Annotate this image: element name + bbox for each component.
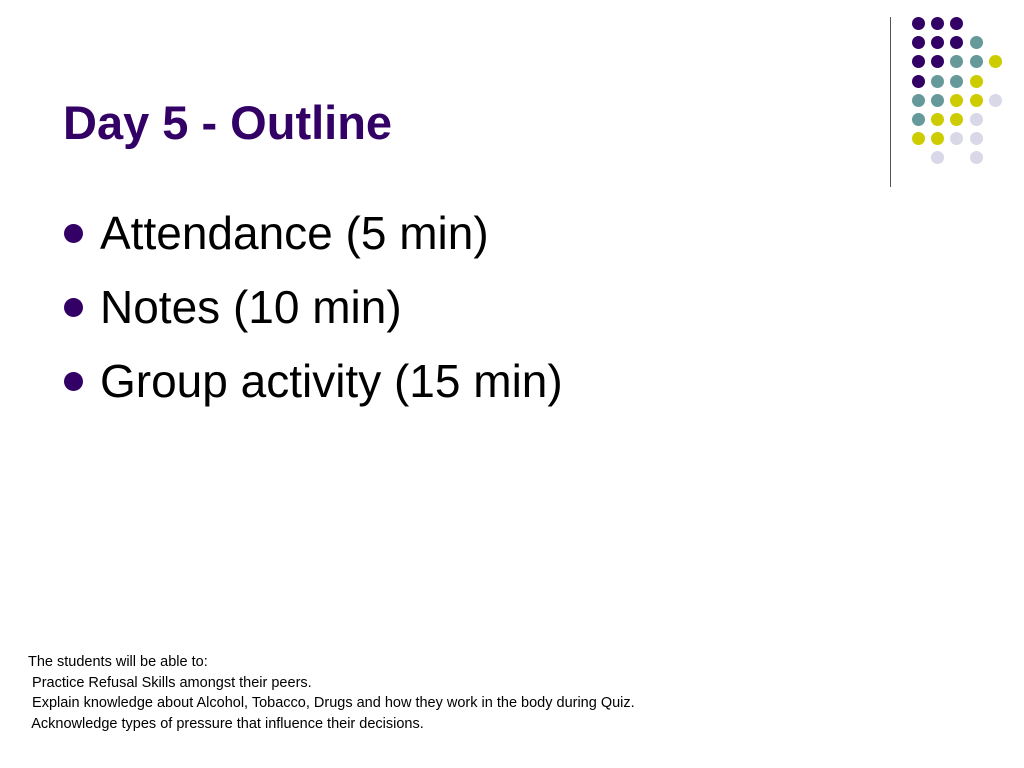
decorative-dot: [950, 55, 963, 68]
bullet-text: Notes (10 min): [100, 281, 402, 333]
decorative-dot: [912, 132, 925, 145]
decorative-dot: [970, 94, 983, 107]
decorative-dot: [970, 132, 983, 145]
decorative-dot: [912, 55, 925, 68]
bullet-item: [64, 344, 563, 418]
decorative-dot: [912, 94, 925, 107]
decorative-dot: [931, 55, 944, 68]
decorative-dot: [912, 36, 925, 49]
slide-title: Day 5 - Outline: [63, 96, 393, 149]
decorative-dot: [931, 75, 944, 88]
bullet-item: [64, 196, 563, 270]
decorative-dot: [931, 94, 944, 107]
bullet-item: [64, 270, 563, 344]
decorative-dot: [950, 17, 963, 30]
decorative-dot: [989, 55, 1002, 68]
speaker-notes: [28, 652, 635, 734]
decorative-dot: [970, 36, 983, 49]
decorative-dot: [970, 113, 983, 126]
decorative-dot: [970, 151, 983, 164]
decorative-dot: [970, 55, 983, 68]
decorative-dot: [912, 75, 925, 88]
decorative-dot: [931, 151, 944, 164]
decorative-dot: [950, 94, 963, 107]
notes-line: The students will be able to:: [28, 654, 208, 670]
decorative-dot: [931, 113, 944, 126]
decorative-dot: [989, 94, 1002, 107]
bullet-dot-icon: [64, 372, 83, 391]
vertical-divider: [890, 17, 891, 187]
decorative-dot: [970, 75, 983, 88]
decorative-dot: [950, 132, 963, 145]
decorative-dot: [950, 75, 963, 88]
notes-line: Practice Refusal Skills amongst their peers.: [28, 674, 312, 691]
bullet-dot-icon: [64, 224, 83, 243]
bullet-list: [64, 196, 563, 418]
bullet-dot-icon: [64, 298, 83, 317]
bullet-text: Group activity (15 min): [100, 355, 563, 407]
notes-line: Explain knowledge about Alcohol, Tobacco, Drugs and how they work in the body during Quiz.: [28, 695, 635, 711]
decorative-dot: [912, 113, 925, 126]
decorative-dot: [950, 36, 963, 49]
decorative-dot: [950, 113, 963, 126]
decorative-dot: [931, 17, 944, 30]
decorative-dot: [931, 36, 944, 49]
notes-line: Acknowledge types of pressure that influence their decisions.: [28, 715, 424, 732]
decorative-dot: [912, 17, 925, 30]
decorative-dot: [931, 132, 944, 145]
bullet-text: Attendance (5 min): [100, 207, 489, 259]
